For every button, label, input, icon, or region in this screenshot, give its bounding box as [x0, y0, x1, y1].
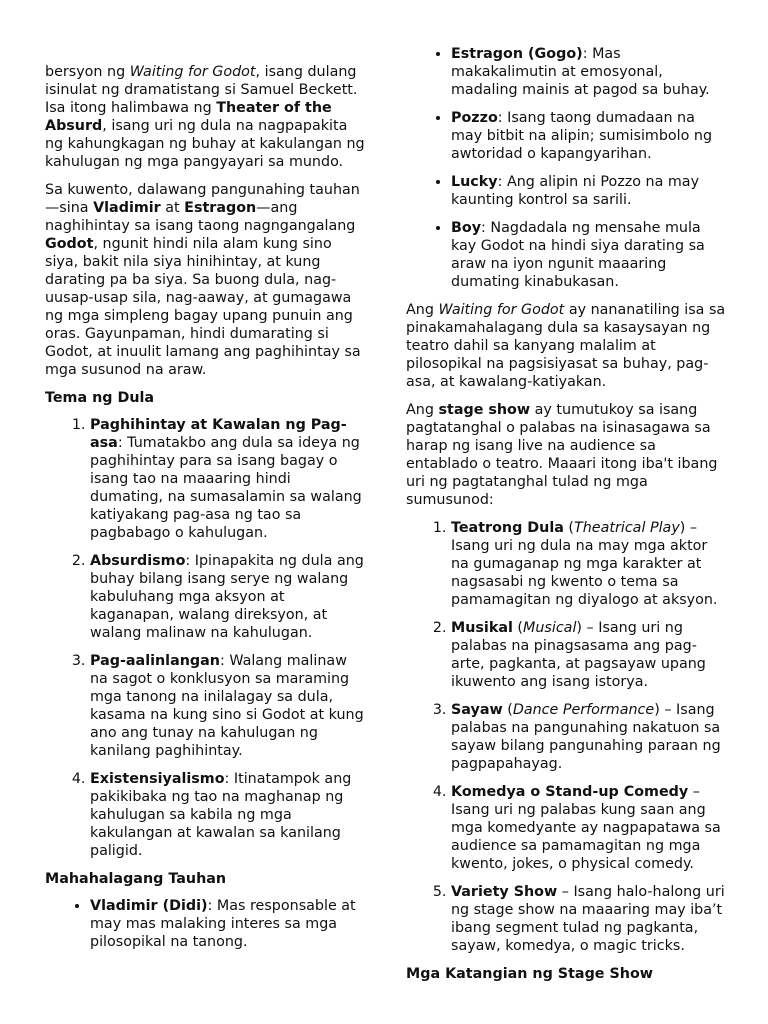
themes-heading: Tema ng Dula — [45, 390, 155, 406]
text-run: ( — [512, 620, 523, 636]
text-run: , ngunit hindi nila alam kung sino siya, bakit nila siya hinihintay, at kung darating pa ba siya. Sa buong dula, nag-uusap-usap sila, nag-aaway, at gumagawa ng mga simpleng bagay upang punuin ang oras. Gayunpaman, hindi dumarating si Godot, at inuulit lamang ang paghihintay sa mga susunod na araw. — [45, 236, 361, 378]
text-run: at — [160, 200, 185, 216]
text-run: , isang uri ng dula na nagpapakita ng kahungkagan ng buhay at kakulangan ng kahulugan ng mga pangyayari sa mundo. — [45, 118, 365, 170]
character-item — [451, 173, 728, 209]
text-run: : Walang malinaw na sagot o konklusyon sa maraming mga tanong na inilalagay sa dula, kasama na kung sino si Godot at kung ano ang tunay na kahulugan ng kanilang paghihintay. — [90, 653, 364, 759]
bold-text: Lucky — [451, 174, 498, 190]
text-run: Ang — [406, 302, 439, 318]
stage-show-types-list — [406, 519, 728, 955]
bold-text: Vladimir — [93, 200, 161, 216]
italic-text: Musical — [523, 620, 577, 636]
bold-text: Theater of the Absurd — [45, 100, 332, 134]
character-item — [90, 897, 365, 951]
text-run: : Isang taong dumadaan na may bitbit na alipin; sumisimbolo ng awtoridad o kapangyarihan. — [451, 110, 713, 162]
features-heading: Mga Katangian ng Stage Show — [406, 966, 653, 982]
character-item — [451, 219, 728, 291]
stage-show-type-item — [451, 883, 728, 955]
text-run: ) – Isang uri ng dula na may mga aktor na gumaganap ng mga karakter at nagsasabi ng kwento o tema sa pamamagitan ng diyalogo at aksyon. — [451, 520, 718, 608]
bold-text: Paghihintay at Kawalan ng Pag-asa — [90, 417, 347, 451]
text-run: : Mas makakalimutin at emosyonal, madaling mainis at pagod sa buhay. — [451, 46, 710, 98]
italic-text: Theatrical Play — [574, 520, 680, 536]
theme-item — [90, 770, 365, 860]
bold-text: Variety Show — [451, 884, 558, 900]
intro-paragraph — [45, 63, 365, 171]
characters-list-left — [45, 897, 365, 951]
text-run: bersyon ng — [45, 64, 130, 80]
stage-show-type-item — [451, 783, 728, 873]
themes-list — [45, 416, 365, 860]
bold-text: Estragon (Gogo) — [451, 46, 583, 62]
text-run: Ang — [406, 402, 439, 418]
character-item — [451, 109, 728, 163]
stage-show-type-item — [451, 701, 728, 773]
bold-text: Godot — [45, 236, 94, 252]
left-column — [45, 63, 365, 961]
character-item — [451, 45, 728, 99]
text-run: ) – Isang uri ng palabas na pinagsasama ang pag-arte, pagkanta, at pagsayaw upang ikuwento ang isang istorya. — [451, 620, 706, 690]
text-run: ay tumutukoy sa isang pagtatanghal o palabas na isinasagawa sa harap ng isang live na audience sa entablado o teatro. Maaari itong iba't ibang uri ng pagtatanghal tulad ng mga sumusunod: — [406, 402, 718, 508]
theme-item — [90, 552, 365, 642]
theme-item — [90, 652, 365, 760]
bold-text: Vladimir (Didi) — [90, 898, 208, 914]
stage-show-type-item — [451, 619, 728, 691]
stage-show-paragraph — [406, 401, 728, 509]
text-run: ( — [563, 520, 575, 536]
text-run: Sa kuwento, dalawang pangunahing tauhan —sina — [45, 182, 360, 216]
text-run: —ang naghihintay sa isang taong nagngangalang — [45, 200, 356, 234]
text-run: : Ang alipin ni Pozzo na may kaunting kontrol sa sarili. — [451, 174, 700, 208]
bold-text: Existensiyalismo — [90, 771, 225, 787]
bold-text: Komedya o Stand-up Comedy — [451, 784, 689, 800]
text-run: , isang dulang isinulat ng dramatistang si Samuel Beckett. Isa itong halimbawa ng — [45, 64, 358, 116]
bold-text: Estragon — [184, 200, 257, 216]
significance-paragraph — [406, 301, 728, 391]
bold-text: Pag-aalinlangan — [90, 653, 220, 669]
bold-text: Boy — [451, 220, 482, 236]
text-run: – Isang uri ng palabas kung saan ang mga komedyante ay nagpapatawa sa audience sa pamamagitan ng mga kwento, jokes, o physical comedy. — [451, 784, 721, 872]
bold-text: Musikal — [451, 620, 513, 636]
italic-text: Waiting for Godot — [438, 302, 565, 318]
bold-text: Sayaw — [451, 702, 503, 718]
text-run: ay nananatiling isa sa pinakamahalagang dula sa kasaysayan ng teatro dahil sa kanyang malalim at pilosopikal na pagsisiyasat sa buhay, pag-asa, at kawalang-katiyakan. — [406, 302, 726, 390]
text-run: : Tumatakbo ang dula sa ideya ng paghihintay para sa isang bagay o isang tao na maaaring hindi dumating, na sumasalamin sa walang katiyakang pag-asa ng tao sa pagbabago o kahulugan. — [90, 435, 362, 541]
text-run: : Mas responsable at may mas malaking interes sa mga pilosopikal na tanong. — [90, 898, 356, 950]
bold-text: Absurdismo — [90, 553, 186, 569]
theme-item — [90, 416, 365, 542]
characters-list-right — [406, 45, 728, 291]
text-run: : Ipinapakita ng dula ang buhay bilang isang serye ng walang kabuluhang mga aksyon at kaganapan, walang direksyon, at walang malinaw na kahulugan. — [90, 553, 364, 641]
story-paragraph — [45, 181, 365, 379]
bold-text: stage show — [438, 402, 531, 418]
bold-text: Teatrong Dula — [451, 520, 564, 536]
italic-text: Waiting for Godot — [129, 64, 256, 80]
text-run: – Isang halo-halong uri ng stage show na maaaring may iba’t ibang segment tulad ng pagkanta, sayaw, komedya, o magic tricks. — [451, 884, 725, 954]
text-run: : Nagdadala ng mensahe mula kay Godot na hindi siya darating sa araw na iyon ngunit maaaring dumating kinabukasan. — [451, 220, 705, 290]
characters-heading: Mahahalagang Tauhan — [45, 871, 227, 887]
text-run: ( — [502, 702, 513, 718]
text-run: : Itinatampok ang pakikibaka ng tao na maghanap ng kahulugan sa kabila ng mga kakulangan at kawalan sa kanilang paligid. — [90, 771, 352, 859]
right-column — [406, 45, 728, 992]
stage-show-type-item — [451, 519, 728, 609]
italic-text: Dance Performance — [512, 702, 655, 718]
text-run: ) – Isang palabas na pangunahing nakatuon sa sayaw bilang pangunahing paraan ng pagpapahayag. — [451, 702, 721, 772]
bold-text: Pozzo — [451, 110, 498, 126]
